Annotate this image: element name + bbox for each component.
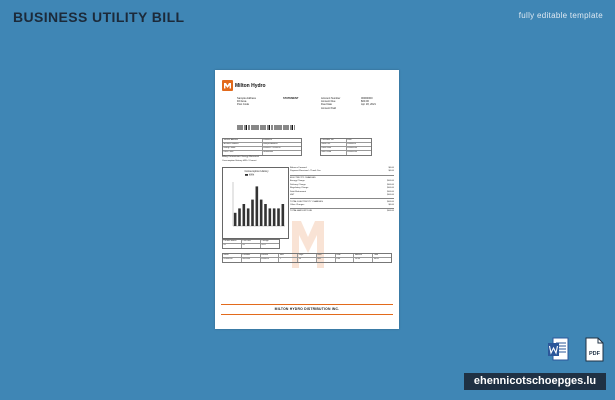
chart-bar bbox=[269, 208, 272, 226]
charge-row: Regulatory Charge $00.00 bbox=[290, 187, 394, 190]
chart-bar bbox=[282, 204, 285, 226]
chart-bar bbox=[238, 208, 241, 226]
barcode bbox=[237, 125, 295, 130]
service-table-right: Customer No. 0000 Meter No. 00000000 Read Date 00/00/0000 Next Read 00/00/0000 bbox=[320, 138, 372, 156]
chart-legend-swatch bbox=[245, 174, 248, 176]
charge-row: Debt Retirement $00.00 bbox=[290, 190, 394, 193]
address-line: Post Code bbox=[237, 103, 250, 107]
charge-row: Energy Charge $00.00 bbox=[290, 180, 394, 183]
chart-bar bbox=[234, 213, 237, 226]
charge-row: Other Charges $0.00 bbox=[290, 203, 394, 206]
billing-note: Consumption History kWh / Current bbox=[222, 160, 257, 162]
charge-row: ELECTRICITY CHARGES bbox=[290, 176, 316, 179]
charge-row: Balance Forward $0.00 bbox=[290, 167, 394, 169]
account-row: Account Number 00000000 bbox=[321, 97, 373, 100]
charge-row: Delivery Charge $00.00 bbox=[290, 183, 394, 186]
page-title: BUSINESS UTILITY BILL bbox=[13, 9, 185, 25]
total-due-row: TOTAL AMOUNT DUE $00.00 bbox=[290, 210, 394, 213]
consumption-chart bbox=[222, 167, 289, 239]
svg-text:PDF: PDF bbox=[589, 351, 600, 357]
customer-address bbox=[237, 97, 277, 107]
account-row: Amount Due $00.00 bbox=[321, 100, 369, 104]
company-name: Milton Hydro bbox=[235, 83, 266, 89]
billing-note: Billing Determinant: Energy Measured bbox=[222, 156, 259, 158]
charge-row: HST $00.00 bbox=[290, 193, 394, 196]
footer-company-name: MILTON HYDRO DISTRIBUTION INC. bbox=[274, 307, 340, 311]
chart-legend-label: kWh bbox=[249, 173, 255, 177]
bill-document bbox=[215, 70, 399, 329]
statement-label: STATEMENT bbox=[283, 97, 299, 100]
chart-bar bbox=[251, 200, 254, 226]
footer-rule-bottom bbox=[221, 314, 393, 315]
account-row: Amount Paid bbox=[321, 106, 336, 110]
chart-bar bbox=[247, 208, 250, 226]
address-line: Sample Address bbox=[237, 97, 256, 100]
footer-rule-top bbox=[221, 304, 393, 305]
company-logo-icon bbox=[222, 80, 233, 91]
account-info bbox=[321, 97, 385, 110]
meter-table: Meter Previous Present Mult Days kWh Rate Amount Total 00000000 00/00/00 00/00/00 1 30 000 0.00 00.00 00.00 bbox=[222, 253, 392, 263]
charge-row: Payment Received - Thank You $0.00 bbox=[290, 170, 394, 173]
page-subtitle: fully editable template bbox=[518, 11, 603, 20]
charges-section bbox=[290, 167, 394, 214]
service-table-left: Service Address 00000000 Account Number Sample Address Billing Period 00/00/00 - 00/00/00 Rate Class Residential bbox=[222, 138, 302, 156]
chart-title: Consumption History bbox=[244, 170, 269, 173]
address-line: Fill Area bbox=[237, 100, 247, 104]
chart-summary-table: Current Month Last Year Change 00 00 00% bbox=[222, 239, 280, 249]
chart-bar bbox=[243, 204, 246, 226]
charge-row: TOTAL ELECTRICITY CHARGES $00.00 bbox=[290, 200, 394, 203]
chart-bar bbox=[256, 186, 259, 226]
account-row: Due Date Apr 18, 2021 bbox=[321, 103, 376, 107]
chart-bar bbox=[264, 204, 267, 226]
chart-bar bbox=[260, 200, 263, 226]
site-url-badge[interactable]: ehennicotschoepges.lu bbox=[464, 373, 606, 390]
pdf-file-icon[interactable] bbox=[583, 337, 605, 362]
chart-bar bbox=[277, 208, 280, 226]
word-file-icon[interactable] bbox=[547, 337, 569, 362]
chart-bar bbox=[273, 208, 276, 226]
